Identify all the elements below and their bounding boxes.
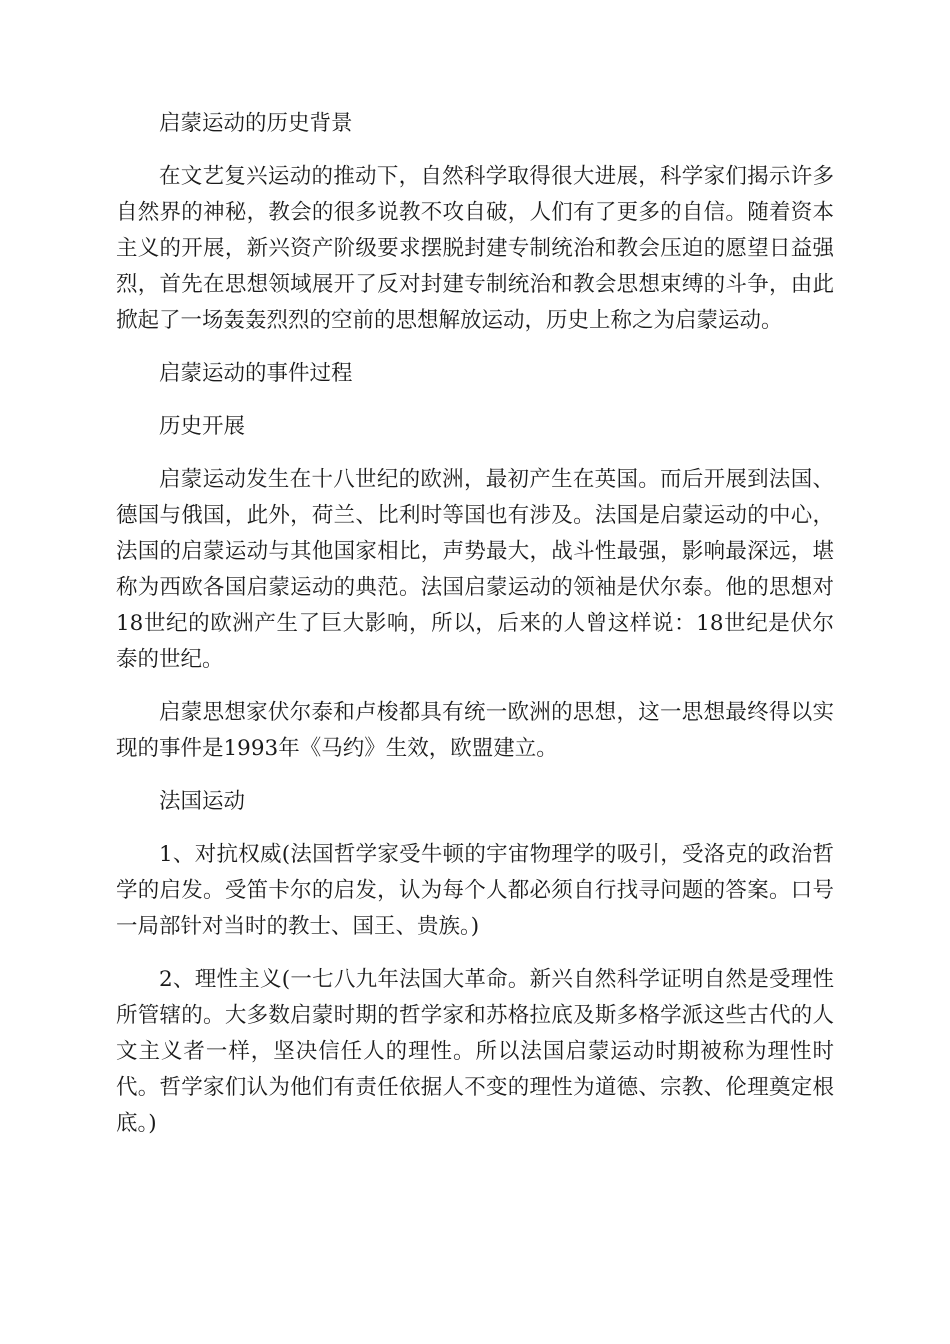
paragraph-history: 启蒙运动发生在十八世纪的欧洲，最初产生在英国。而后开展到法国、德国与俄国，此外，荷兰、比利时等国也有涉及。法国是启蒙运动的中心，法国的启蒙运动与其他国家相比，声势最大，战斗性最强，影响最深远，堪称为西欧各国启蒙运动的典范。法国启蒙运动的领袖是伏尔泰。他的思想对18世纪的欧洲产生了巨大影响，所以，后来的人曾这样说：18世纪是伏尔泰的世纪。 bbox=[116, 467, 834, 672]
section-heading-france: 法国运动 bbox=[159, 789, 246, 814]
paragraph-thinkers: 启蒙思想家伏尔泰和卢梭都具有统一欧洲的思想，这一思想最终得以实现的事件是1993年《马约》生效，欧盟建立。 bbox=[116, 700, 834, 761]
section-heading-background: 启蒙运动的历史背景 bbox=[159, 111, 353, 136]
list-item-anti-authority: 1、对抗权威(法国哲学家受牛顿的宇宙物理学的吸引，受洛克的政治哲学的启发。受笛卡尔的启发，认为每个人都必须自行找寻问题的答案。口号一局部针对当时的教士、国王、贵族。) bbox=[116, 842, 834, 939]
section-heading-history: 历史开展 bbox=[159, 414, 246, 439]
section-heading-process: 启蒙运动的事件过程 bbox=[159, 361, 353, 386]
document-body bbox=[116, 106, 834, 1159]
paragraph-background: 在文艺复兴运动的推动下，自然科学取得很大进展，科学家们揭示许多自然界的神秘，教会的很多说教不攻自破，人们有了更多的自信。随着资本主义的开展，新兴资产阶级要求摆脱封建专制统治和教会压迫的愿望日益强烈，首先在思想领域展开了反对封建专制统治和教会思想束缚的斗争，由此掀起了一场轰轰烈烈的空前的思想解放运动，历史上称之为启蒙运动。 bbox=[116, 164, 834, 333]
list-item-rationalism: 2、理性主义(一七八九年法国大革命。新兴自然科学证明自然是受理性所管辖的。大多数启蒙时期的哲学家和苏格拉底及斯多格学派这些古代的人文主义者一样，坚决信任人的理性。所以法国启蒙运动时期被称为理性时代。哲学家们认为他们有责任依据人不变的理性为道德、宗教、伦理奠定根底。) bbox=[116, 967, 834, 1136]
